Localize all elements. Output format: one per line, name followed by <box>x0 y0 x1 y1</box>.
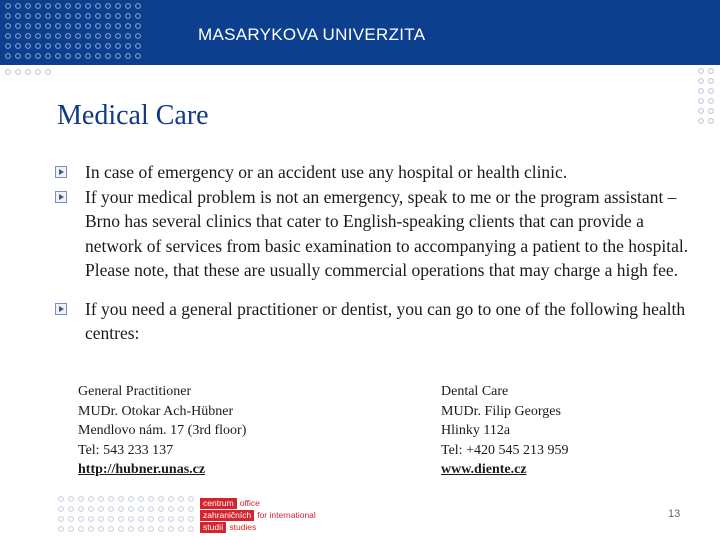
pattern-dot <box>159 507 164 512</box>
pattern-dot <box>139 497 144 502</box>
dot-pattern <box>0 0 180 65</box>
pattern-dot <box>76 24 81 29</box>
pattern-dot <box>26 24 31 29</box>
logo-text: zahraničních <box>200 510 254 521</box>
pattern-dot <box>709 119 714 124</box>
pattern-dot <box>709 79 714 84</box>
pattern-dot <box>109 517 114 522</box>
gp-link[interactable]: http://hubner.unas.cz <box>78 462 206 477</box>
pattern-dot <box>119 497 124 502</box>
pattern-dot <box>46 34 51 39</box>
pattern-dot <box>96 34 101 39</box>
pattern-dot <box>126 44 131 49</box>
pattern-dot <box>26 70 31 75</box>
pattern-dot <box>126 54 131 59</box>
pattern-dot <box>136 4 141 9</box>
pattern-dot <box>36 70 41 75</box>
logo-text: centrum <box>200 498 237 509</box>
pattern-dot <box>16 44 21 49</box>
pattern-dot <box>16 14 21 19</box>
pattern-dot <box>109 497 114 502</box>
pattern-dot <box>129 527 134 532</box>
pattern-dot <box>86 34 91 39</box>
gp-name: MUDr. Otokar Ach-Hübner <box>78 403 234 419</box>
bullet-text: If you need a general practitioner or dentist, you can go to one of the following health centres: <box>85 298 686 343</box>
pattern-dot <box>116 4 121 9</box>
pattern-dot <box>36 4 41 9</box>
pattern-dot <box>56 4 61 9</box>
pattern-dot <box>709 69 714 74</box>
pattern-dot <box>86 14 91 19</box>
logo-text: office <box>239 498 260 508</box>
pattern-dot <box>79 497 84 502</box>
pattern-dot <box>16 24 21 29</box>
pattern-dot <box>96 54 101 59</box>
pattern-dot <box>159 527 164 532</box>
bullet-item <box>55 160 705 185</box>
pattern-dot <box>136 14 141 19</box>
pattern-dot <box>69 497 74 502</box>
pattern-dot <box>46 4 51 9</box>
dot-pattern-right <box>695 65 720 125</box>
pattern-dot <box>159 497 164 502</box>
pattern-dot <box>179 497 184 502</box>
pattern-dot <box>86 54 91 59</box>
bullet-arrow-icon <box>55 191 67 203</box>
pattern-dot <box>6 24 11 29</box>
dental-name: MUDr. Filip Georges <box>441 403 561 419</box>
pattern-dot <box>139 517 144 522</box>
page-number: 13 <box>668 508 681 520</box>
pattern-dot <box>96 14 101 19</box>
logo-text: studies <box>229 522 257 532</box>
pattern-dot <box>189 497 194 502</box>
pattern-dot <box>106 24 111 29</box>
pattern-dot <box>709 89 714 94</box>
pattern-dot <box>136 24 141 29</box>
pattern-dot <box>109 507 114 512</box>
pattern-dot <box>119 517 124 522</box>
pattern-dot <box>159 517 164 522</box>
pattern-dot <box>16 4 21 9</box>
pattern-dot <box>169 527 174 532</box>
pattern-dot <box>89 507 94 512</box>
pattern-dot <box>79 517 84 522</box>
pattern-dot <box>129 507 134 512</box>
pattern-dot <box>126 34 131 39</box>
pattern-dot <box>89 527 94 532</box>
pattern-dot <box>6 14 11 19</box>
pattern-dot <box>69 517 74 522</box>
pattern-dot <box>96 44 101 49</box>
pattern-dot <box>106 54 111 59</box>
pattern-dot <box>66 44 71 49</box>
bullet-arrow-icon <box>55 166 67 178</box>
pattern-dot <box>89 517 94 522</box>
pattern-dot <box>119 527 124 532</box>
pattern-dot <box>126 4 131 9</box>
pattern-dot <box>76 44 81 49</box>
logo-text: for international <box>257 510 316 520</box>
pattern-dot <box>66 34 71 39</box>
pattern-dot <box>56 54 61 59</box>
pattern-dot <box>56 14 61 19</box>
logo-text: studií <box>200 522 226 533</box>
pattern-dot <box>86 44 91 49</box>
pattern-dot <box>16 70 21 75</box>
gp-address: Mendlovo nám. 17 (3rd floor) <box>78 423 247 438</box>
pattern-dot <box>99 517 104 522</box>
dental-link[interactable]: www.diente.cz <box>441 462 527 477</box>
pattern-dot <box>116 34 121 39</box>
pattern-dot <box>106 4 111 9</box>
pattern-dot <box>56 34 61 39</box>
pattern-dot <box>36 34 41 39</box>
pattern-dot <box>66 54 71 59</box>
pattern-dot <box>16 54 21 59</box>
pattern-dot <box>96 24 101 29</box>
pattern-dot <box>36 54 41 59</box>
pattern-dot <box>699 99 704 104</box>
pattern-dot <box>79 507 84 512</box>
pattern-dot <box>149 507 154 512</box>
pattern-dot <box>36 44 41 49</box>
pattern-dot <box>76 54 81 59</box>
bullet-item <box>55 185 705 283</box>
pattern-dot <box>36 14 41 19</box>
pattern-dot <box>99 527 104 532</box>
pattern-dot <box>136 34 141 39</box>
bullet-text: In case of emergency or an accident use any hospital or health clinic. <box>85 162 568 182</box>
header-band <box>0 0 720 65</box>
pattern-dot <box>699 69 704 74</box>
pattern-dot <box>116 54 121 59</box>
pattern-dot <box>16 34 21 39</box>
pattern-dot <box>26 14 31 19</box>
gp-contact <box>78 382 246 480</box>
dental-contact <box>441 382 568 480</box>
pattern-dot <box>709 99 714 104</box>
pattern-dot <box>169 497 174 502</box>
dental-address: Hlinky 112a <box>441 423 511 438</box>
pattern-dot <box>66 24 71 29</box>
pattern-dot <box>96 4 101 9</box>
pattern-dot <box>189 527 194 532</box>
pattern-dot <box>169 507 174 512</box>
pattern-dot <box>36 24 41 29</box>
pattern-dot <box>26 34 31 39</box>
pattern-dot <box>46 54 51 59</box>
pattern-dot <box>6 70 11 75</box>
office-logo <box>200 497 316 533</box>
pattern-dot <box>139 507 144 512</box>
pattern-dot <box>136 54 141 59</box>
pattern-dot <box>126 24 131 29</box>
pattern-dot <box>106 44 111 49</box>
pattern-dot <box>99 507 104 512</box>
pattern-dot <box>26 4 31 9</box>
bullet-text: If your medical problem is not an emergency, speak to me or the program assistant – Brno has several clinics that cater to English-speaking clients that can provide a network of services from basic examination to accompanying a patient to the hospital. Please note, that these are usually commercial operations that may charge a high fee. <box>85 186 689 280</box>
pattern-dot <box>46 70 51 75</box>
pattern-dot <box>6 34 11 39</box>
pattern-dot <box>106 34 111 39</box>
pattern-dot <box>179 527 184 532</box>
pattern-dot <box>126 14 131 19</box>
bullet-arrow-icon <box>55 303 67 315</box>
pattern-dot <box>129 517 134 522</box>
pattern-dot <box>46 44 51 49</box>
pattern-dot <box>86 24 91 29</box>
pattern-dot <box>56 24 61 29</box>
pattern-dot <box>119 507 124 512</box>
pattern-dot <box>59 517 64 522</box>
pattern-dot <box>699 109 704 114</box>
pattern-dot <box>149 497 154 502</box>
pattern-dot <box>139 527 144 532</box>
pattern-dot <box>109 527 114 532</box>
pattern-dot <box>6 4 11 9</box>
pattern-dot <box>116 24 121 29</box>
dot-pattern-footer <box>55 493 195 538</box>
pattern-dot <box>59 497 64 502</box>
pattern-dot <box>149 517 154 522</box>
pattern-dot <box>59 527 64 532</box>
pattern-dot <box>179 517 184 522</box>
pattern-dot <box>69 527 74 532</box>
dot-pattern-left <box>0 65 55 80</box>
pattern-dot <box>179 507 184 512</box>
dental-heading: Dental Care <box>441 384 509 399</box>
bullet-list <box>55 160 705 346</box>
gp-heading: General Practitioner <box>78 384 192 399</box>
pattern-dot <box>79 527 84 532</box>
pattern-dot <box>26 54 31 59</box>
pattern-dot <box>699 89 704 94</box>
pattern-dot <box>129 497 134 502</box>
pattern-dot <box>189 507 194 512</box>
pattern-dot <box>6 54 11 59</box>
pattern-dot <box>76 34 81 39</box>
pattern-dot <box>116 44 121 49</box>
pattern-dot <box>709 109 714 114</box>
pattern-dot <box>149 527 154 532</box>
pattern-dot <box>69 507 74 512</box>
pattern-dot <box>116 14 121 19</box>
pattern-dot <box>46 14 51 19</box>
pattern-dot <box>56 44 61 49</box>
pattern-dot <box>59 507 64 512</box>
gp-tel: Tel: 543 233 137 <box>78 442 174 458</box>
slide-title: Medical Care <box>57 100 209 131</box>
pattern-dot <box>6 44 11 49</box>
pattern-dot <box>699 79 704 84</box>
pattern-dot <box>699 119 704 124</box>
pattern-dot <box>106 14 111 19</box>
pattern-dot <box>136 44 141 49</box>
pattern-dot <box>76 14 81 19</box>
pattern-dot <box>66 14 71 19</box>
pattern-dot <box>66 4 71 9</box>
dental-tel: Tel: +420 545 213 959 <box>441 442 569 458</box>
pattern-dot <box>46 24 51 29</box>
pattern-dot <box>169 517 174 522</box>
pattern-dot <box>99 497 104 502</box>
pattern-dot <box>86 4 91 9</box>
pattern-dot <box>76 4 81 9</box>
bullet-item <box>55 297 705 346</box>
university-brand: MASARYKOVA UNIVERZITA <box>198 25 426 44</box>
pattern-dot <box>26 44 31 49</box>
pattern-dot <box>89 497 94 502</box>
pattern-dot <box>189 517 194 522</box>
